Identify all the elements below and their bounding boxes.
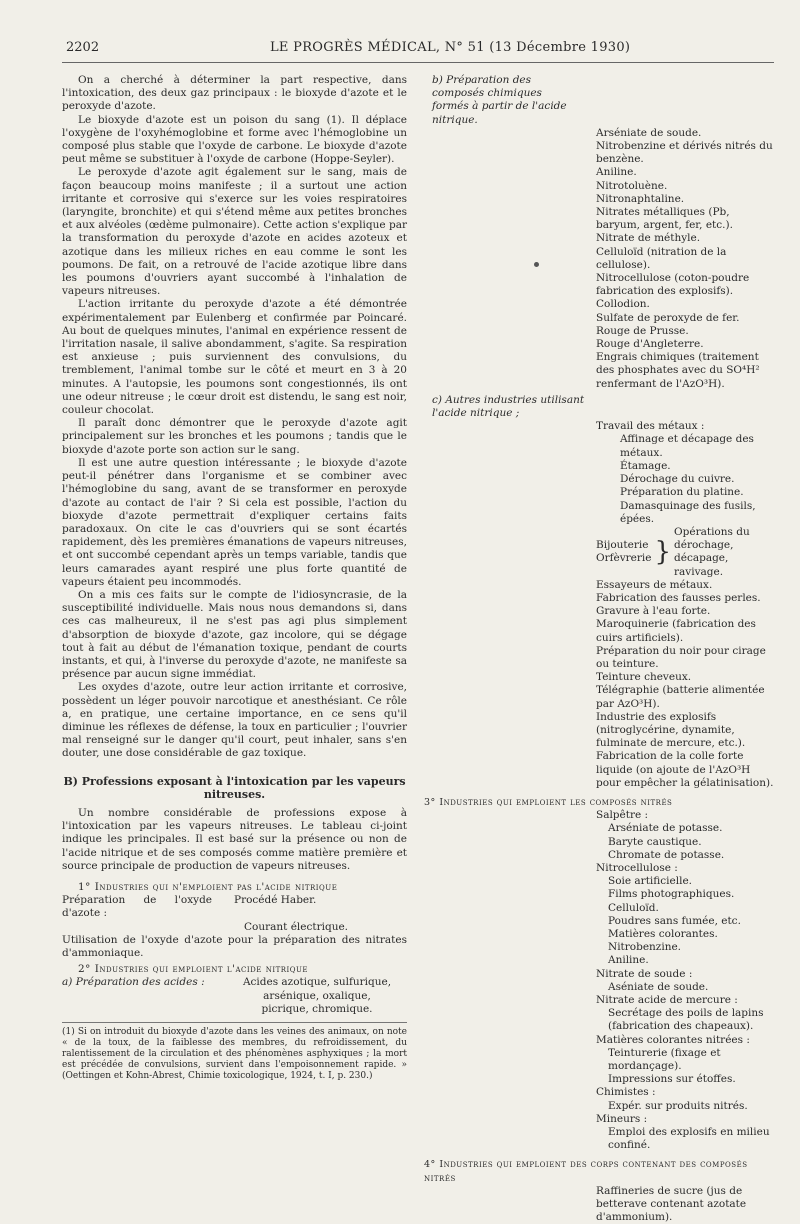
list-item: Gravure à l'eau forte. bbox=[596, 605, 711, 618]
list-item: Emploi des explosifs en milieu confiné. bbox=[608, 1126, 770, 1152]
list-item: Expér. sur produits nitrés. bbox=[608, 1099, 748, 1112]
section-4-title: 4° Industries qui emploient des corps contenant des composés nitrés bbox=[424, 1159, 748, 1184]
paragraph: On a cherché à déterminer la part respective, dans l'intoxication, des deux gaz principaux : le bioxyde d'azote et le peroxyde d'azote. bbox=[62, 74, 407, 113]
list-item-value: Procédé Haber. bbox=[234, 894, 317, 907]
list-item: Préparation du noir pour cirage ou teinture. bbox=[596, 644, 766, 670]
paragraph: Le peroxyde d'azote agit également sur le sang, mais de façon beaucoup moins manifeste ; il a surtout une action irritante et corrosive qui s'exerce sur les voies respiratoires (laryngite, bronchite) et qui s'étend même aux petites bronches et aux alvéoles (œdème pulmonaire). Cette action s'explique par la transformation du peroxyde d'azote en acides azoteux et azotique dans les milieux riches en eau comme le sont les poumons. De fait, on a retrouvé de l'acide azotique libre dans les poumons d'ouvriers ayant succombé à l'inhalation de vapeurs nitreuses. bbox=[62, 166, 407, 298]
list-item-value: Courant électrique. bbox=[244, 920, 349, 933]
intro-paragraph: Un nombre considérable de professions expose à l'intoxication par les vapeurs nitreuses. Le tableau ci-joint indique les principales. Il est basé sur la présence ou non de l'acide nitrique et de ses composés comme matière première et source principale de production de vapeurs nitreuses. bbox=[62, 806, 407, 872]
list-item: Télégraphie (batterie alimentée par AzO³H). bbox=[596, 684, 765, 710]
page-header bbox=[0, 40, 800, 60]
list-item: Chromate de potasse. bbox=[608, 848, 725, 861]
paragraph: Il est une autre question intéressante ; le bioxyde d'azote peut-il pénétrer dans l'organisme et se combiner avec l'hémoglobine du sang, avant de se transformer en peroxyde d'azote au contact de l'air ? Si cela est possible, l'action du bioxyde d'azote permettrait d'expliquer certains faits paradoxaux. On cite le cas d'ouvriers qui se sont écartés rapidement, dès les premières émanations de vapeurs nitreuses, et ont succombé cependant après un temps variable, tandis que leurs camarades ayant respiré une plus forte quantité de vapeurs étaient peu incommodés. bbox=[62, 456, 407, 588]
group-heading: Nitrocellulose : bbox=[596, 861, 678, 874]
list-item: Fabrication de la colle forte liquide (on ajoute de l'AzO³H pour empêcher la gélatinisation). bbox=[596, 750, 774, 789]
paragraph: Les oxydes d'azote, outre leur action irritante et corrosive, possèdent un léger pouvoir narcotique et anesthésiant. Ce rôle a, en pratique, une certaine importance, en ce sens qu'il diminue les réflexes de défense, la toux en particulier ; l'ouvrier mal renseigné sur le danger qu'il court, peut inhaler, sans s'en douter, une dose considérable de gaz toxique. bbox=[62, 681, 407, 760]
list-item: Arséniate de soude. bbox=[596, 126, 702, 139]
list-item: Affinage et décapage des métaux. bbox=[620, 433, 754, 459]
metal-work-list bbox=[424, 433, 774, 525]
right-column bbox=[424, 74, 774, 1224]
list-item: Raffineries de sucre (jus de betterave contenant azotate d'ammonium). bbox=[596, 1184, 747, 1224]
list-item: Nitrotoluène. bbox=[596, 179, 668, 192]
subsection-c-list bbox=[424, 579, 774, 790]
header-rule bbox=[62, 62, 774, 63]
subsection-b-list bbox=[424, 127, 774, 391]
list-item: Rouge de Prusse. bbox=[596, 324, 689, 337]
list-item: Nitrocellulose (coton-poudre fabrication des explosifs). bbox=[596, 272, 750, 298]
section-1-title: 1° Industries qui n'emploient pas l'acide nitrique bbox=[78, 880, 338, 893]
list-item: Maroquinerie (fabrication des cuirs artificiels). bbox=[596, 618, 756, 644]
group-heading: Nitrate acide de mercure : bbox=[596, 994, 738, 1007]
list-item bbox=[62, 976, 407, 1016]
paragraph: Il paraît donc démontrer que le peroxyde d'azote agit principalement sur les bronches et les poumons ; tandis que le bioxyde d'azote porte son action sur le sang. bbox=[62, 417, 407, 456]
list-item: Baryte caustique. bbox=[608, 835, 702, 848]
journal-title: LE PROGRÈS MÉDICAL, N° 51 (13 Décembre 1930) bbox=[270, 40, 631, 55]
list-item: Aniline. bbox=[608, 954, 649, 967]
section-heading: B) Professions exposant à l'intoxication par les vapeurs nitreuses. bbox=[63, 774, 406, 801]
group-heading: Salpêtre : bbox=[596, 809, 649, 822]
list-item: Sulfate de peroxyde de fer. bbox=[596, 311, 740, 324]
list-item: Essayeurs de métaux. bbox=[596, 578, 713, 591]
group-heading: Nitrate de soude : bbox=[596, 967, 693, 980]
list-item: Aséniate de soude. bbox=[608, 980, 709, 993]
list-item bbox=[62, 894, 407, 920]
list-item: Aniline. bbox=[596, 166, 637, 179]
list-item: Rouge d'Angleterre. bbox=[596, 338, 704, 351]
list-item: Nitrate de méthyle. bbox=[596, 232, 701, 245]
jewelry-group bbox=[424, 526, 774, 579]
list-item: Nitrobenzine. bbox=[608, 941, 682, 954]
list-item: Matières colorantes. bbox=[608, 928, 718, 940]
list-item: Nitrobenzine et dérivés nitrés du benzène. bbox=[596, 140, 773, 166]
list-item: Soie artificielle. bbox=[608, 875, 693, 888]
section-3-title: 3° Industries qui emploient les composés nitrés bbox=[424, 796, 673, 808]
brace-icon: } bbox=[654, 537, 672, 568]
list-item: Dérochage du cuivre. bbox=[620, 473, 735, 486]
metal-work-heading: Travail des métaux : bbox=[596, 420, 705, 433]
left-column bbox=[62, 74, 407, 1082]
list-item-value: Acides azotique, sulfurique, arsénique, oxalique, picrique, chromique. bbox=[242, 976, 392, 1015]
list-item: Fabrication des fausses perles. bbox=[596, 591, 761, 604]
list-item: Poudres sans fumée, etc. bbox=[608, 914, 741, 927]
paragraph: Le bioxyde d'azote est un poison du sang (1). Il déplace l'oxygène de l'oxyhémoglobine et forme avec l'hémoglobine un composé plus stable que l'oxyde de carbone. Le bioxyde d'azote peut même se substituer à l'oxyde de carbone (Hoppe-Seyler). bbox=[62, 113, 407, 166]
list-item: Collodion. bbox=[596, 298, 650, 311]
list-item: Industrie des explosifs (nitroglycérine, dynamite, fulminate de mercure, etc.). bbox=[596, 710, 746, 750]
paragraph: L'action irritante du peroxyde d'azote a été démontrée expérimentalement par Eulenberg et confirmée par Poincaré. Au bout de quelques minutes, l'animal en expérience ressent de l'irritation nasale, il salive abondamment, s'agite. Sa respiration est anxieuse ; puis surviennent des convulsions, du tremblement, l'animal tombe sur le côté et meurt en 3 à 20 minutes. A l'autopsie, les poumons sont congestionnés, ils ont une odeur nitreuse ; le cœur droit est distendu, le sang est noir, couleur chocolat. bbox=[62, 298, 407, 417]
brace-label: Orfèvrerie bbox=[596, 552, 652, 565]
paragraph: On a mis ces faits sur le compte de l'idiosyncrasie, de la susceptibilité individuelle. Mais nous nous demandons si, dans ces cas malheureux, il ne s'est pas agi plus simplement d'absorption de bioxyde d'azote, gaz incolore, qui se dégage tout à fait au début de l'émanation toxique, pendant de courts instants, et qui, à l'inverse du peroxyde d'azote, ne manifeste sa présence par aucun signe immédiat. bbox=[62, 588, 407, 681]
list-item: Celluloïd (nitration de la cellulose). bbox=[596, 245, 727, 271]
list-item: Nitrates métalliques (Pb, baryum, argent, fer, etc.). bbox=[596, 206, 733, 232]
brace-operations: Opérations du dérochage, décapage, ravivage. bbox=[674, 525, 750, 578]
group-heading: Matières colorantes nitrées : bbox=[596, 1033, 750, 1046]
list-item: Nitronaphtaline. bbox=[596, 192, 685, 205]
list-item: Engrais chimiques (traitement des phosphates avec du SO⁴H² renfermant de l'AzO³H). bbox=[596, 351, 760, 390]
list-item: Films photographiques. bbox=[608, 888, 735, 901]
footnote-rule bbox=[62, 1022, 407, 1023]
list-item: Arséniate de potasse. bbox=[608, 822, 723, 835]
list-item: Secrétage des poils de lapins (fabrication des chapeaux). bbox=[608, 1007, 764, 1033]
list-item: Utilisation de l'oxyde d'azote pour la préparation des nitrates d'ammoniaque. bbox=[62, 933, 407, 959]
subsection-b-label: b) Préparation des composés chimiques formés à partir de l'acide nitrique. bbox=[432, 74, 567, 126]
list-item: Damasquinage des fusils, épées. bbox=[620, 499, 756, 525]
list-item: Celluloïd. bbox=[608, 901, 659, 914]
list-item: Teinturerie (fixage et mordançage). bbox=[608, 1046, 721, 1073]
list-item-label: a) Préparation des acides : bbox=[62, 976, 205, 989]
group-heading: Mineurs : bbox=[596, 1112, 648, 1125]
section-2-title: 2° Industries qui emploient l'acide nitrique bbox=[78, 963, 309, 976]
list-item-label: Préparation de l'oxyde d'azote : bbox=[62, 894, 212, 920]
subsection-c-label: c) Autres industries utilisant l'acide nitrique ; bbox=[432, 393, 585, 420]
list-item: Préparation du platine. bbox=[620, 486, 744, 499]
list-item: Teinture cheveux. bbox=[596, 671, 692, 684]
page-number: 2202 bbox=[66, 40, 100, 55]
list-item: Étamage. bbox=[620, 459, 671, 472]
list-item: Impressions sur étoffes. bbox=[608, 1073, 736, 1086]
footnote: (1) Si on introduit du bioxyde d'azote dans les veines des animaux, on note « de la toux, de la faiblesse des membres, du refroidissement, du ralentissement de la circulation et des phénomènes asphyxiques ; la mort est précédée de convulsions, survient dans l'empoisonnement rapide. » (Oettingen et Kohn-Abrest, Chimie toxicologique, 1924, t. I, p. 230.) bbox=[62, 1027, 407, 1082]
group-heading: Chimistes : bbox=[596, 1086, 656, 1099]
brace-label: Bijouterie bbox=[596, 539, 649, 552]
